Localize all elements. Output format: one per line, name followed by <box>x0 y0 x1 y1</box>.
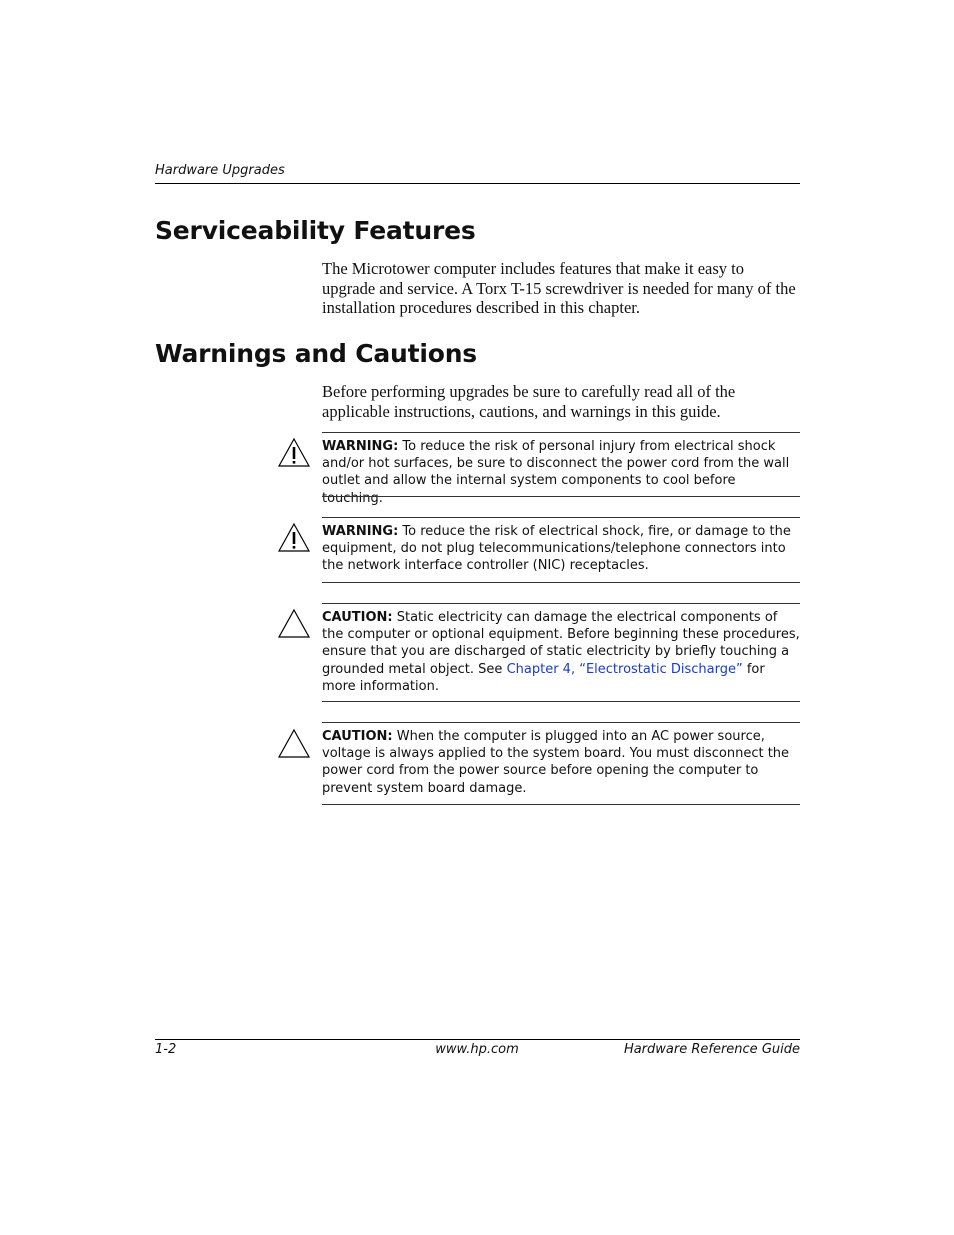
notice-text <box>322 609 800 695</box>
footer-rule <box>155 1039 800 1040</box>
running-header: Hardware Upgrades <box>155 163 285 178</box>
notice-top-rule <box>322 722 800 723</box>
notice-top-rule <box>322 432 800 433</box>
heading-warnings-and-cautions: Warnings and Cautions <box>155 339 477 368</box>
notice-body: To reduce the risk of electrical shock, fire, or damage to the equipment, do not plug telecommunications/telephone connectors into the network interface controller (NIC) receptacles. <box>322 524 791 574</box>
notice-label: CAUTION: <box>322 729 393 744</box>
notice-body: To reduce the risk of personal injury from electrical shock and/or hot surfaces, be sure to disconnect the power cord from the wall outlet and allow the internal system components to cool before touching. <box>322 439 790 506</box>
notice-text <box>322 523 800 575</box>
chapter-4-link[interactable]: Chapter 4, “Electrostatic Discharge” <box>506 661 743 677</box>
caution-notice <box>322 603 800 701</box>
notice-bottom-rule <box>322 701 800 702</box>
warnings-paragraph: Before performing upgrades be sure to carefully read all of the applicable instructions, cautions, and warnings in this guide. <box>322 382 736 421</box>
caution-triangle-icon <box>277 608 311 638</box>
footer-url[interactable]: www.hp.com <box>435 1042 519 1057</box>
page-number: 1-2 <box>155 1042 177 1057</box>
notice-bottom-rule <box>322 496 800 497</box>
caution-triangle-icon <box>277 728 311 758</box>
header-rule <box>155 183 800 184</box>
warning-exclamation-icon <box>277 522 311 552</box>
notice-label: WARNING: <box>322 524 399 539</box>
notice-bottom-rule <box>322 804 800 805</box>
notice-body: Static electricity can damage the electrical components of the computer or optional equipment. Before beginning these procedures, ensure that you are discharged of static electricity by briefly touching a grounded metal object. See <box>322 610 800 677</box>
warning-notice <box>322 432 800 506</box>
serviceability-paragraph: The Microtower computer includes features that make it easy to upgrade and service. A Torx T-15 screwdriver is needed for many of the installation procedures described in this chapter. <box>322 259 796 317</box>
notice-top-rule <box>322 603 800 604</box>
warning-exclamation-icon <box>277 437 311 467</box>
notice-bottom-rule <box>322 582 800 583</box>
notice-label: CAUTION: <box>322 610 393 625</box>
notice-body-after: for more information. <box>322 661 765 694</box>
warning-notice <box>322 517 800 582</box>
notice-text <box>322 728 800 797</box>
footer-guide-title: Hardware Reference Guide <box>623 1042 800 1057</box>
heading-serviceability-features: Serviceability Features <box>155 216 476 245</box>
caution-notice <box>322 722 800 804</box>
notice-label: WARNING: <box>322 439 399 454</box>
notice-body: When the computer is plugged into an AC power source, voltage is always applied to the system board. You must disconnect the power cord from the power source before opening the computer to prevent system board damage. <box>322 729 790 796</box>
notice-top-rule <box>322 517 800 518</box>
